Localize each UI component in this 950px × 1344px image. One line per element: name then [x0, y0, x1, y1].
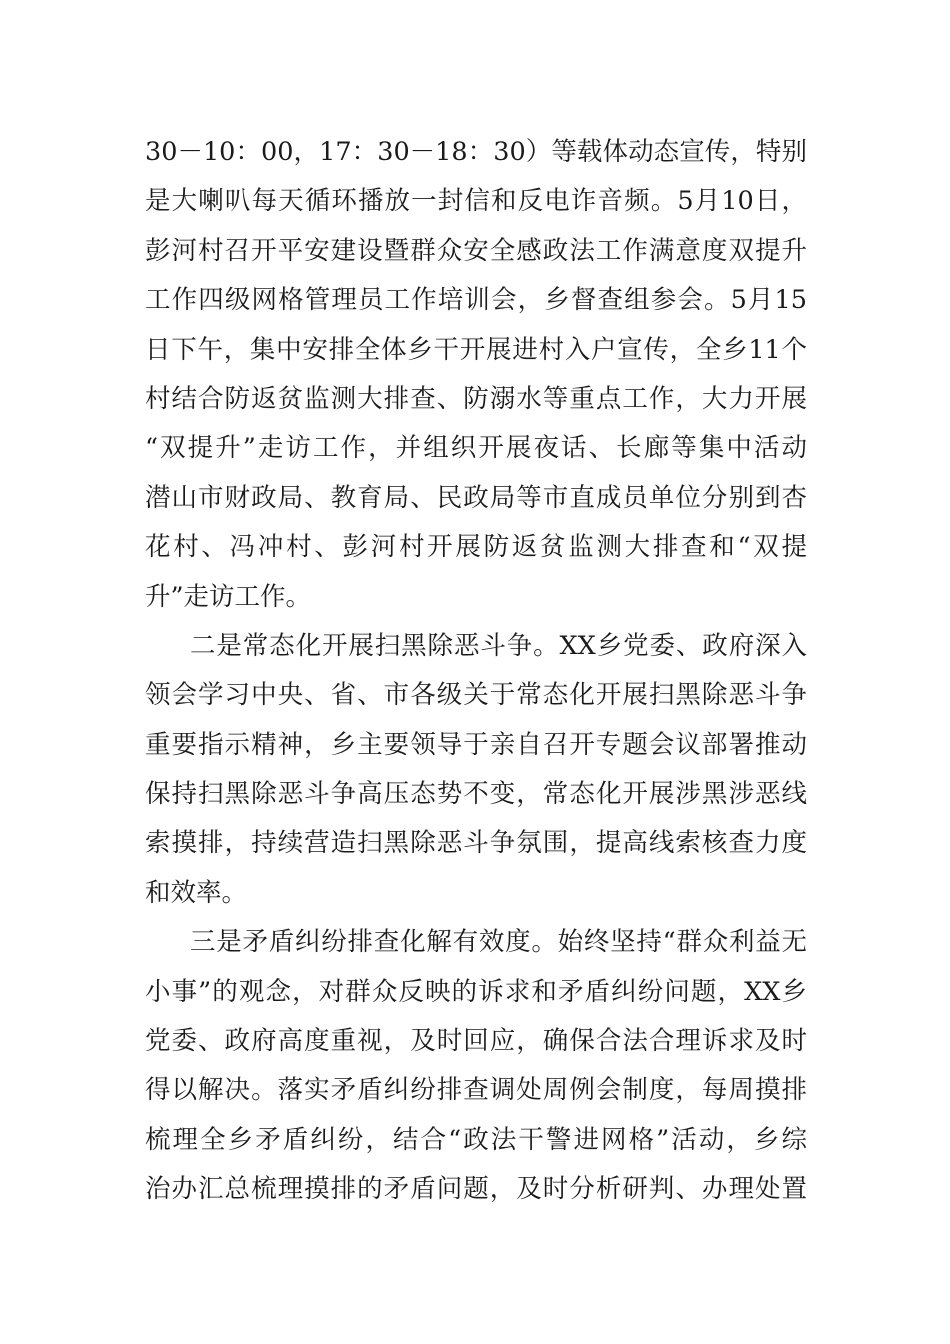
text-line: 花村、冯冲村、彭河村开展防返贫监测大排查和“双提 [145, 532, 807, 563]
text-line: 治办汇总梳理摸排的矛盾问题，及时分析研判、办理处置 [145, 1174, 807, 1205]
text-line: 三是矛盾纠纷排查化解有效度。始终坚持“群众利益无 [190, 927, 807, 958]
text-line: “双提升”走访工作，并组织开展夜话、长廊等集中活动 [145, 433, 807, 464]
text-line: 日下午，集中安排全体乡干开展进村入户宣传，全乡11个 [145, 334, 807, 365]
document-body [145, 128, 807, 1215]
text-line: 彭河村召开平安建设暨群众安全感政法工作满意度双提升 [145, 235, 807, 266]
text-line: 30－10：00，17：30－18：30）等载体动态宣传，特别 [145, 137, 807, 167]
text-line: 保持扫黑除恶斗争高压态势不变，常态化开展涉黑涉恶线 [145, 779, 807, 810]
text-line: 升”走访工作。 [145, 581, 312, 612]
text-line: 党委、政府高度重视，及时回应，确保合法合理诉求及时 [145, 1026, 807, 1057]
text-line: 二是常态化开展扫黑除恶斗争。XX乡党委、政府深入 [190, 630, 807, 661]
text-line: 是大喇叭每天循环播放一封信和反电诈音频。5月10日， [145, 186, 807, 217]
text-line: 重要指示精神，乡主要领导于亲自召开专题会议部署推动 [145, 729, 807, 760]
text-line: 索摸排，持续营造扫黑除恶斗争氛围，提高线索核查力度 [145, 828, 807, 859]
text-line: 潜山市财政局、教育局、民政局等市直成员单位分别到杏 [145, 482, 807, 513]
text-line: 村结合防返贫监测大排查、防溺水等重点工作，大力开展 [145, 383, 807, 414]
text-line: 梳理全乡矛盾纠纷，结合“政法干警进网格”活动，乡综 [145, 1124, 807, 1155]
paragraph-publicity [145, 128, 807, 622]
text-line: 小事”的观念，对群众反映的诉求和矛盾纠纷问题，XX乡 [145, 976, 807, 1007]
text-line: 领会学习中央、省、市各级关于常态化开展扫黑除恶斗争 [145, 680, 807, 711]
text-line: 得以解决。落实矛盾纠纷排查调处周例会制度，每周摸排 [145, 1075, 807, 1106]
paragraph-dispute-resolution [145, 918, 807, 1214]
paragraph-anti-crime [145, 622, 807, 918]
text-line: 工作四级网格管理员工作培训会，乡督查组参会。5月15 [145, 285, 807, 316]
text-line: 和效率。 [145, 877, 248, 908]
